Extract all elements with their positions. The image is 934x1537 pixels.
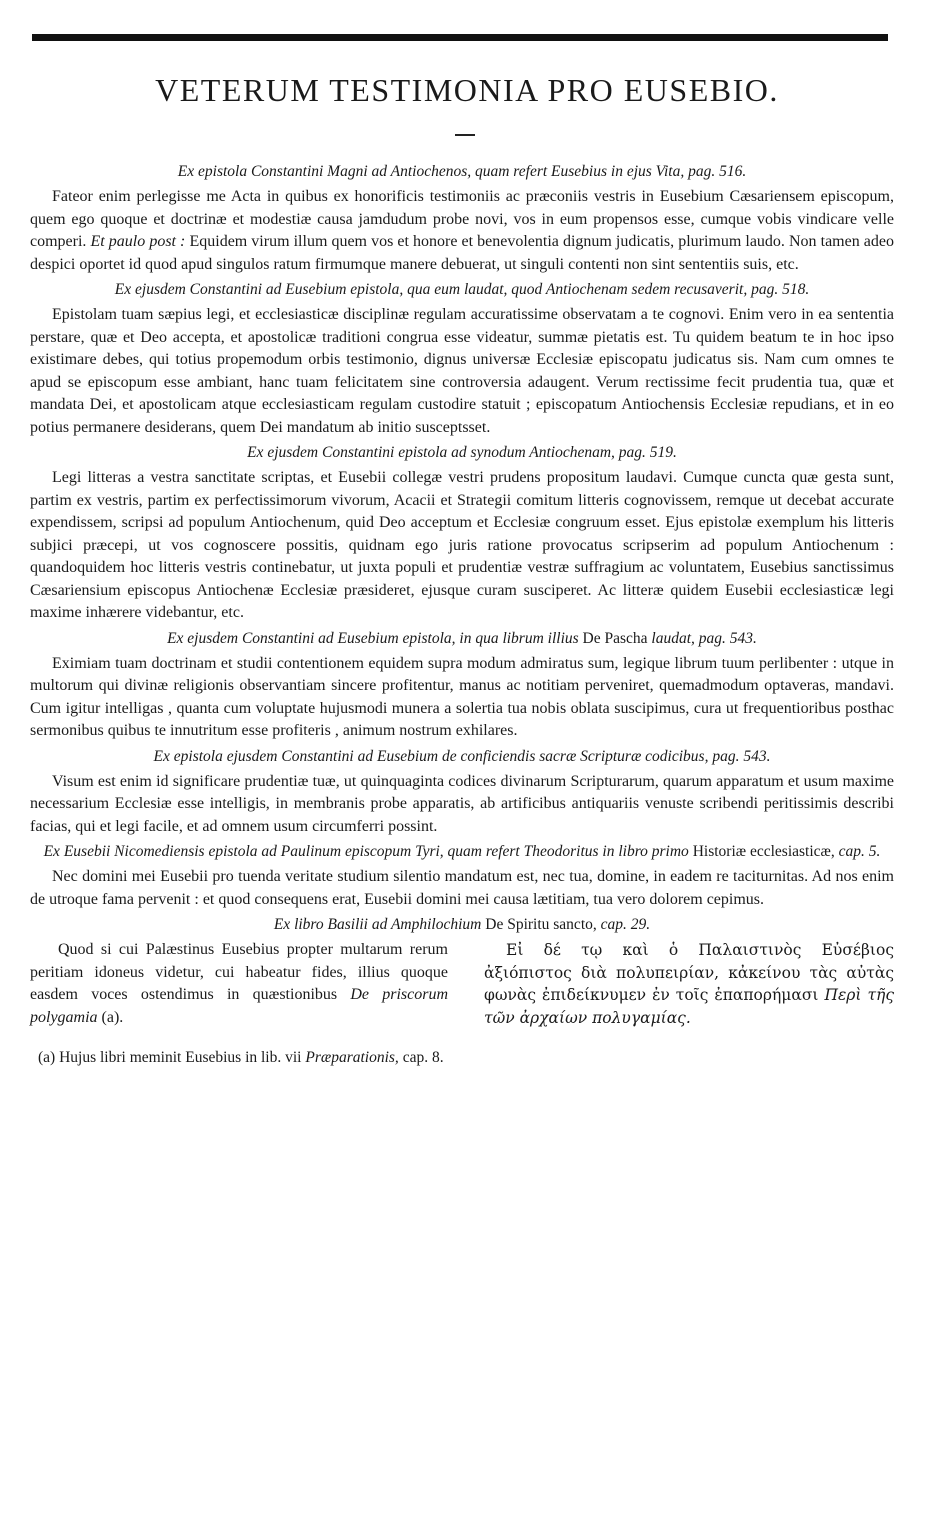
top-rule (32, 34, 888, 41)
section-body-4: Eximiam tuam doctrinam et studii contentionem equidem supra modum admiratus sum, legique librum tuum perlibenter : utque in multorum qui divinæ religionis observantiam sincere profitentur, manus ac notitiam perveniret, quemadmodum optaveras, mandavi. Cum igitur intelligas , quanta cum voluptate hujusmodi munera a solertia tua nobis oblata suscipimus, cura ut frequentioribus posthac sermonibus quibus te innutritum esse profiteris , animum nostrum exhilares. (30, 654, 894, 739)
section-heading-2: Ex ejusdem Constantini ad Eusebium epistola, qua eum laudat, quod Antiochenam sedem recusaverit, pag. 518. (114, 281, 810, 298)
section-heading-7: Ex libro Basilii ad Amphilochium De Spiritu sancto, cap. 29. (273, 916, 651, 933)
section-heading-3: Ex ejusdem Constantini epistola ad synodum Antiochenam, pag. 519. (247, 444, 677, 461)
page-title: VETERUM TESTIMONIA PRO EUSEBIO. (155, 72, 779, 108)
section-body-1: Fateor enim perlegisse me Acta in quibus ex honorificis testimoniis ac præconiis vestris in Eusebium Cæsariensem episcopum, quem ego quoque et doctrinæ et modestiæ causa jamdudum probe novi, vos in eum propensos esse, cumque vobis vindicare velle comperi. Et paulo post : Equidem virum illum quem vos et honore et benevolentia dignum judicatis, plurimum laudo. Non tamen adeo despici oportet id quod apud singulos ratum firmumque manere debuerat, ut singuli contenti non sint sententiis suis, etc. (30, 188, 894, 273)
footnote: (a) Hujus libri meminit Eusebius in lib. vii Præparationis, cap. 8. (38, 1049, 444, 1066)
section-body-5: Visum est enim id significare prudentiæ tuæ, ut quinquaginta codices divinarum Scripturarum, quarum apparatum et usum maxime necessarium Ecclesiæ esse intelligis, in membranis probe apparatis, ab artificibus antiquariis venuste scribendi peritissimis describi facias, qui et legi facile, et ad omnem usum circumferri possint. (30, 772, 894, 835)
document-body (30, 162, 894, 1069)
footnote-marker: (a) (38, 1049, 56, 1066)
title-dash (455, 134, 475, 136)
section-heading-1: Ex epistola Constantini Magni ad Antiochenos, quam refert Eusebius in ejus Vita, pag. 516. (177, 163, 747, 180)
latin-column: Quod si cui Palæstinus Eusebius propter multarum rerum peritiam idoneus videtur, cui habeatur fides, illius quoque easdem voces ostendimus in quæstionibus De priscorum polygamia (a). (30, 941, 449, 1026)
greek-column: Εἰ δέ τῳ καὶ ὁ Παλαιστινὸς Εὐσέβιος ἀξιόπιστος διὰ πολυπειρίαν, κἀκείνου τὰς αὐτὰς φωνὰς ἐπιδείκνυμεν ἐν τοῖς ἐπαπορήμασι Περὶ τῆς τῶν ἀρχαίων πολυγαμίας. (484, 941, 894, 1027)
section-heading-5: Ex epistola ejusdem Constantini ad Eusebium de conficiendis sacræ Scripturæ codicibus, pag. 543. (153, 747, 771, 765)
bilingual-columns (30, 939, 894, 1029)
section-heading-4: Ex ejusdem Constantini ad Eusebium epistola, in qua librum illius De Pascha laudat, pag. 543. (167, 629, 757, 647)
section-body-3: Legi litteras a vestra sanctitate scriptas, et Eusebii collegæ vestri prudens propositum laudavi. Cumque cuncta quæ gesta sunt, partim ex vestris, partim ex perfectissimorum vivorum, Acacii et Strategii comitum litteris cognovissem, remque ut decebat accurate expendissem, scripsi ad populum Antiochenum, quid Deo acceptum et Ecclesiæ congruum esset. Ejus epistolæ exemplum his litteris subjici præcepi, ut vos cognoscere possitis, quidnam ego juris ratione provocatus scripserim ad populum Antiochenum : quandoquidem hoc litteris vestris continebatur, ut juxta populi et prudentiæ vestræ suffragium ac voluntatem, Eusebius sanctissimus Cæsariensium episcopus Antiochenæ Ecclesiæ præsideret, ejusque curam susciperet. Ac litteræ quidem Eusebii ecclesiasticæ legi maxime inhærere videbantur, etc. (30, 469, 894, 621)
inline-italic: Et paulo post : (90, 233, 186, 250)
section-body-2: Epistolam tuam sæpius legi, et ecclesiasticæ disciplinæ regulam accuratissime observatam a te cognovi. Enim vero in ea sententia perstare, quæ et Deo accepta, et apostolicæ traditioni congrua esse videatur, summæ pietatis est. Tu quidem beatum te in hoc ipso existimare debes, qui totius propemodum orbis testimonio, dignus universæ Ecclesiæ episcopatu judicatus sis. Nam cum omnes te apud se episcopum esse ambiant, hanc tuam felicitatem sine controversia adaugent. Verum rectissime fecit prudentia tua, quæ et mandata Dei, et apostolicam atque ecclesiasticam regulam custodire statuit ; episcopatum Antiochensis Ecclesiæ repudians, et in eo potius permanere desiderans, quem Dei mandatum ab initio susceptsset. (30, 306, 894, 436)
section-body-6: Nec domini mei Eusebii pro tuenda veritate studium silentio mandatum est, nec tua, domine, in eadem re taciturnitas. Ad nos enim de utroque fama pervenit : et quod consequens erat, Eusebii domini mei causa lætitiam, tua vero dolorem cepimus. (30, 868, 894, 908)
section-heading-6: Ex Eusebii Nicomediensis epistola ad Paulinum episcopum Tyri, quam refert Theodoritus in libro primo Historiæ ecclesiasticæ, cap. 5. (43, 843, 881, 860)
